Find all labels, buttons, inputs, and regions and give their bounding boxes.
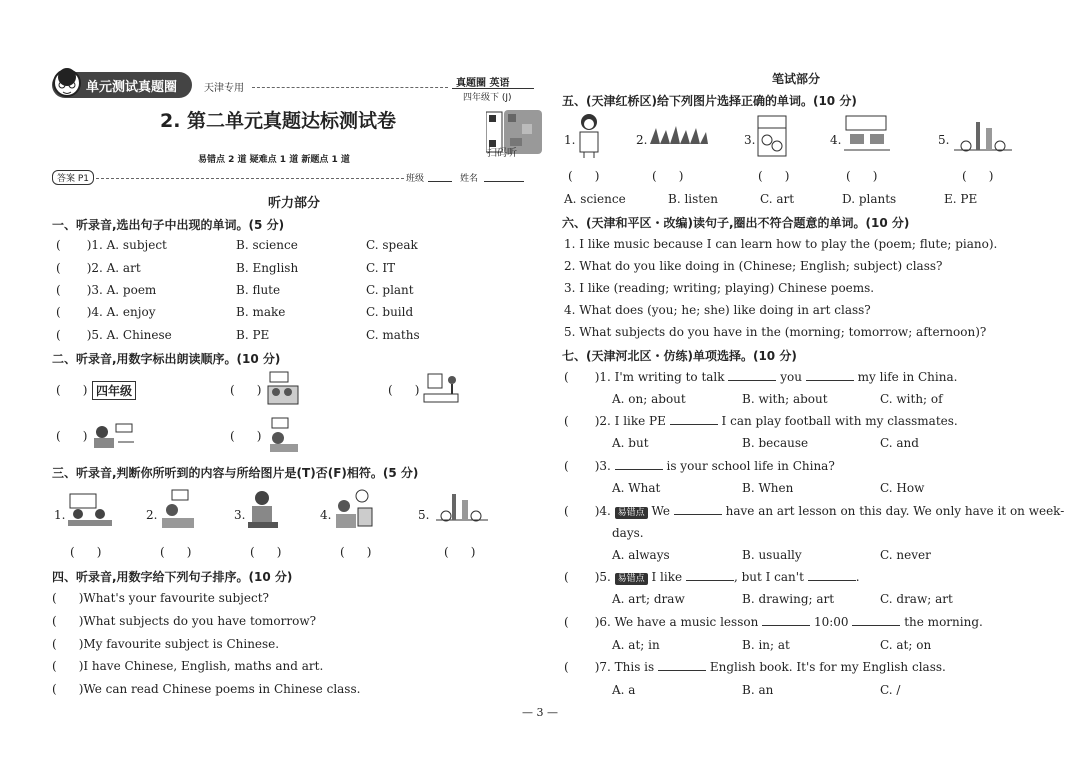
sentence-text: )What's your favourite subject? [78, 591, 269, 605]
picture-3 [246, 488, 280, 530]
item-number: 5. [418, 508, 430, 522]
header-rule [252, 87, 448, 88]
option-a: )5. A. Chinese [86, 328, 172, 342]
blank-field[interactable] [615, 459, 663, 470]
question-text: )3. [594, 459, 611, 473]
question-5 [564, 570, 860, 584]
question-text: have an art lesson on this day. We only have it on week- [725, 504, 1065, 518]
s4-heading: 四、听录音,用数字给下列句子排序。(10 分) [52, 570, 293, 584]
choice-b: B. with; about [742, 392, 828, 406]
choice-a: A. but [612, 436, 649, 450]
choice-b: B. an [742, 683, 774, 697]
question-text: We [651, 504, 670, 518]
list-item: 5. What subjects do you have in the (morning; tomorrow; afternoon)? [564, 325, 987, 339]
item-number: 5. [938, 133, 950, 147]
series-label: 真题圈 英语 [456, 78, 510, 89]
choice-c: C. never [880, 548, 931, 562]
s2-heading: 二、听录音,用数字标出朗读顺序。(10 分) [52, 352, 281, 366]
answer-paren[interactable]: ( ) [758, 169, 790, 183]
answer-paren[interactable]: ( ) [250, 545, 282, 559]
art-picture [756, 114, 788, 158]
word-option: A. science [564, 192, 626, 206]
question-text: )7. This is [594, 660, 655, 674]
item-number: 1. [564, 133, 576, 147]
option-c: C. build [366, 305, 414, 319]
blank-field[interactable] [762, 615, 810, 626]
listening-title: 听力部分 [268, 196, 321, 211]
list-item: 1. I like music because I can learn how to play the (poem; flute; piano). [564, 237, 998, 251]
item-number: 4. [830, 133, 842, 147]
blank-field[interactable] [728, 370, 776, 381]
error-tag: 易错点 [615, 507, 648, 519]
header-line [452, 88, 534, 89]
answer-paren[interactable]: ( [52, 659, 57, 673]
option-b: B. science [236, 238, 298, 252]
option-c: C. speak [366, 238, 418, 252]
option-c: C. maths [366, 328, 420, 342]
answer-paren[interactable]: ( [56, 283, 61, 297]
option-a: )3. A. poem [86, 283, 157, 297]
question-text: the morning. [904, 615, 983, 629]
class-label: 班级 [406, 174, 425, 184]
option-c: C. IT [366, 261, 396, 275]
picture-2 [158, 488, 198, 530]
sentence-text: )What subjects do you have tomorrow? [78, 614, 317, 628]
choice-c: C. at; on [880, 638, 932, 652]
mascot-icon [52, 68, 82, 100]
item-number: 3. [234, 508, 246, 522]
list-item [56, 328, 172, 342]
choice-a: A. on; about [612, 392, 686, 406]
choice-c: C. / [880, 683, 901, 697]
question-text: )1. I'm writing to talk [594, 370, 725, 384]
option-b: B. make [236, 305, 286, 319]
choice-a: A. a [612, 683, 636, 697]
option-a: )2. A. art [86, 261, 141, 275]
answer-paren[interactable]: ( [564, 370, 569, 384]
option-a: )1. A. subject [86, 238, 167, 252]
choice-c: C. with; of [880, 392, 943, 406]
question-1 [564, 370, 957, 384]
list-item [56, 283, 156, 297]
choice-b: B. in; at [742, 638, 790, 652]
list-item: 3. I like (reading; writing; playing) Chinese poems. [564, 281, 875, 295]
question-text: )4. [594, 504, 611, 518]
item-number: 2. [146, 508, 158, 522]
question-text: )5. [594, 570, 611, 584]
grade-label: 四年级下 (J) [463, 93, 512, 103]
word-option: E. PE [944, 192, 978, 206]
name-label: 姓名 [460, 174, 479, 184]
answer-paren[interactable]: ( [52, 591, 57, 605]
picture-1 [66, 492, 114, 528]
question-text: 10:00 [813, 615, 849, 629]
list-item [52, 682, 360, 696]
classroom-picture [842, 114, 892, 154]
choice-a: A. art; draw [612, 592, 685, 606]
answer-paren[interactable]: ( [564, 570, 569, 584]
list-item [52, 659, 323, 673]
list-item [56, 261, 141, 275]
choice-b: B. drawing; art [742, 592, 835, 606]
question-text: days. [612, 526, 644, 540]
s7-heading: 七、(天津河北区・仿练)单项选择。(10 分) [562, 349, 797, 363]
sentence-text: )We can read Chinese poems in Chinese class. [78, 682, 361, 696]
answer-paren[interactable]: ( ) [160, 545, 192, 559]
answer-paren[interactable]: ( ) [340, 545, 372, 559]
answer-paren[interactable]: ( [564, 504, 569, 518]
question-text: English book. It's for my English class. [709, 660, 946, 674]
option-c: C. plant [366, 283, 414, 297]
answer-paren[interactable]: ( ) [962, 169, 994, 183]
choice-b: B. because [742, 436, 809, 450]
plants-picture [648, 124, 710, 146]
list-item [52, 614, 316, 628]
class-field[interactable] [428, 181, 452, 182]
blank-field[interactable] [806, 370, 854, 381]
region-label: 天津专用 [204, 83, 244, 94]
answer-paren[interactable]: ( [56, 261, 61, 275]
question-text: )2. I like PE [594, 414, 666, 428]
choice-a: A. What [612, 481, 661, 495]
page-number: — 3 — [522, 706, 558, 719]
reading-picture [266, 416, 302, 454]
blank-field[interactable] [670, 414, 718, 425]
answer-paren[interactable]: ( [56, 305, 61, 319]
question-3 [564, 459, 835, 473]
answer-paren[interactable]: ( ) [56, 429, 88, 443]
question-text: is your school life in China? [666, 459, 835, 473]
answer-paren[interactable]: ( ) [444, 545, 476, 559]
answer-paren[interactable]: ( ) [846, 169, 878, 183]
page-title: 2. 第二单元真题达标测试卷 [160, 110, 397, 132]
question-6 [564, 615, 983, 629]
item-number: 4. [320, 508, 332, 522]
stats-line: 易错点 2 道 疑难点 1 道 新题点 1 道 [198, 155, 350, 165]
qr-label: 扫码听 [487, 148, 517, 159]
question-text: I can play football with my classmates. [721, 414, 958, 428]
s6-heading: 六、(天津和平区・改编)读句子,圈出不符合题意的单词。(10 分) [562, 216, 910, 230]
s1-heading: 一、听录音,选出句子中出现的单词。(5 分) [52, 218, 285, 232]
answer-paren[interactable]: ( ) [230, 429, 262, 443]
picture-4 [332, 488, 376, 530]
item-number: 3. [744, 133, 756, 147]
answer-paren[interactable]: ( [564, 414, 569, 428]
list-item: 4. What does (you; he; she) like doing in art class? [564, 303, 871, 317]
students-picture [90, 420, 136, 450]
blank-field[interactable] [658, 660, 706, 671]
choice-c: C. draw; art [880, 592, 953, 606]
choice-a: A. always [612, 548, 670, 562]
answer-paren[interactable]: ( [56, 238, 61, 252]
option-b: B. flute [236, 283, 281, 297]
answer-paren[interactable]: ( ) [70, 545, 102, 559]
answer-paren[interactable]: ( [564, 459, 569, 473]
option-a: )4. A. enjoy [86, 305, 156, 319]
answer-rule [96, 178, 404, 179]
list-item: 2. What do you like doing in (Chinese; English; subject) class? [564, 259, 943, 273]
answer-paren[interactable]: ( [52, 614, 57, 628]
badge-text: 单元测试真题圈 [86, 80, 178, 95]
list-item [52, 637, 279, 651]
question-text: )6. We have a music lesson [594, 615, 759, 629]
answer-paren[interactable]: ( ) [230, 383, 262, 397]
item-number: 2. [636, 133, 648, 147]
answer-paren[interactable]: ( [52, 682, 57, 696]
option-b: B. PE [236, 328, 270, 342]
answer-paren[interactable]: ( [564, 615, 569, 629]
teacher-picture [420, 370, 464, 406]
girl-picture [574, 112, 604, 158]
blank-field[interactable] [674, 504, 722, 515]
sentence-text: )I have Chinese, English, maths and art. [78, 659, 324, 673]
list-item [52, 591, 269, 605]
lab-picture [434, 490, 490, 528]
choice-a: A. at; in [612, 638, 660, 652]
question-text: , but I can't [733, 570, 804, 584]
option-b: B. English [236, 261, 299, 275]
choice-c: C. How [880, 481, 925, 495]
classroom-picture [266, 370, 300, 406]
question-2 [564, 414, 958, 428]
choice-b: B. usually [742, 548, 802, 562]
s3-heading: 三、听录音,判断你所听到的内容与所给图片是(T)否(F)相符。(5 分) [52, 466, 419, 480]
question-text: I like [651, 570, 683, 584]
answer-paren[interactable]: ( ) [388, 383, 420, 397]
answer-paren[interactable]: ( ) [652, 169, 684, 183]
choice-c: C. and [880, 436, 919, 450]
error-tag: 易错点 [615, 573, 648, 585]
blank-field[interactable] [852, 615, 900, 626]
word-option: D. plants [842, 192, 897, 206]
grade-box: 四年级 [92, 381, 136, 400]
list-item [56, 305, 155, 319]
question-text: you [780, 370, 802, 384]
answer-paren[interactable]: ( [56, 328, 61, 342]
question-text: my life in China. [857, 370, 958, 384]
answer-ref: 答案 P1 [52, 170, 94, 185]
item-number: 1. [54, 508, 66, 522]
name-field[interactable] [484, 181, 524, 182]
question-text: . [855, 570, 860, 584]
word-option: C. art [760, 192, 795, 206]
answer-paren[interactable]: ( [52, 637, 57, 651]
list-item [56, 238, 167, 252]
s5-heading: 五、(天津红桥区)给下列图片选择正确的单词。(10 分) [562, 94, 857, 108]
writing-title: 笔试部分 [772, 72, 821, 86]
blank-field[interactable] [808, 570, 856, 581]
sentence-text: )My favourite subject is Chinese. [78, 637, 280, 651]
lab-picture [952, 120, 1014, 156]
blank-field[interactable] [686, 570, 734, 581]
answer-paren[interactable]: ( ) [568, 169, 600, 183]
question-7 [564, 660, 946, 674]
answer-paren[interactable]: ( [564, 660, 569, 674]
word-option: B. listen [668, 192, 718, 206]
answer-paren[interactable]: ( ) [56, 383, 88, 397]
choice-b: B. When [742, 481, 794, 495]
question-4 [564, 504, 1064, 518]
